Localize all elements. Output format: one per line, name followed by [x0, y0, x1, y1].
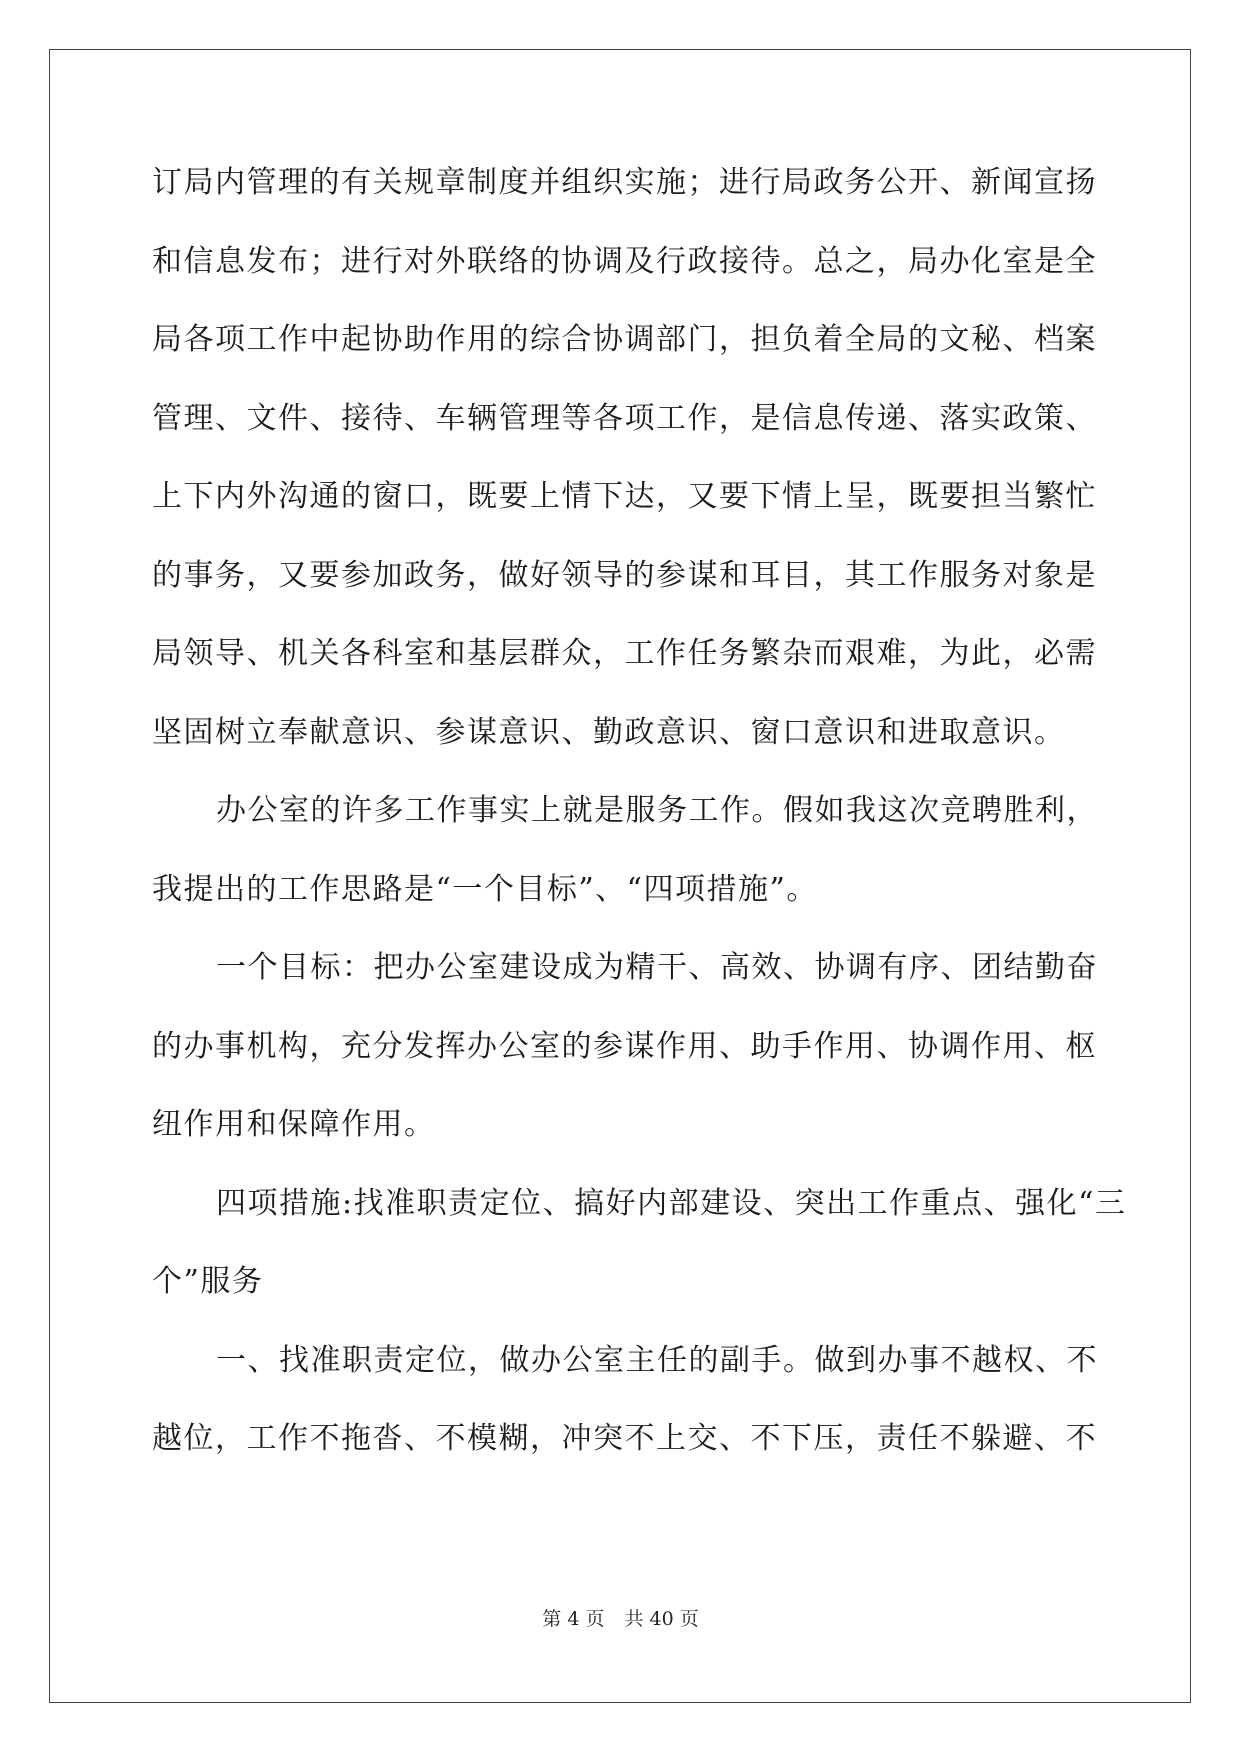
page-footer	[0, 1607, 1241, 1631]
text-line: 局领导、机关各科室和基层群众，工作任务繁杂而艰难，为此，必需	[152, 636, 1097, 671]
text-line: 管理、文件、接待、车辆管理等各项工作，是信息传递、落实政策、	[152, 400, 1097, 436]
text-line: 的事务，又要参加政务，做好领导的参谋和耳目，其工作服务对象是	[152, 557, 1097, 593]
text-line: 的办事机构，充分发挥办公室的参谋作用、助手作用、协调作用、枢	[152, 1028, 1097, 1064]
text-line: 订局内管理的有关规章制度并组织实施；进行局政务公开、新闻宣扬	[152, 165, 1097, 200]
text-line: 越位，工作不拖沓、不模糊，冲突不上交、不下压，责任不躲避、不	[152, 1421, 1097, 1456]
document-body	[152, 158, 1127, 1493]
text-line: 我提出的工作思路是“一个目标”、“四项措施”。	[152, 871, 818, 907]
page-total: 共 40 页	[624, 1608, 699, 1630]
text-line: 坚固树立奉献意识、参谋意识、勤政意识、窗口意识和进取意识。	[152, 714, 1066, 750]
text-line: 上下内外沟通的窗口，既要上情下达，又要下情上呈，既要担当繁忙	[152, 479, 1097, 514]
page-number: 第 4 页	[542, 1608, 605, 1630]
paragraph-start-line: 四项措施:找准职责定位、搞好内部建设、突出工作重点、强化“三	[216, 1185, 1127, 1221]
text-line: 纽作用和保障作用。	[152, 1107, 436, 1142]
text-line: 局各项工作中起协助作用的综合协调部门，担负着全局的文秘、档案	[152, 322, 1097, 357]
text-line: 和信息发布；进行对外联络的协调及行政接待。总之，局办化室是全	[152, 243, 1097, 279]
paragraph-start-line: 一个目标：把办公室建设成为精干、高效、协调有序、团结勤奋	[216, 950, 1098, 985]
paragraph-start-line: 办公室的许多工作事实上就是服务工作。假如我这次竞聘胜利，	[216, 793, 1098, 828]
text-line: 个”服务	[152, 1264, 264, 1299]
paragraph-start-line: 一、找准职责定位，做办公室主任的副手。做到办事不越权、不	[216, 1342, 1098, 1378]
